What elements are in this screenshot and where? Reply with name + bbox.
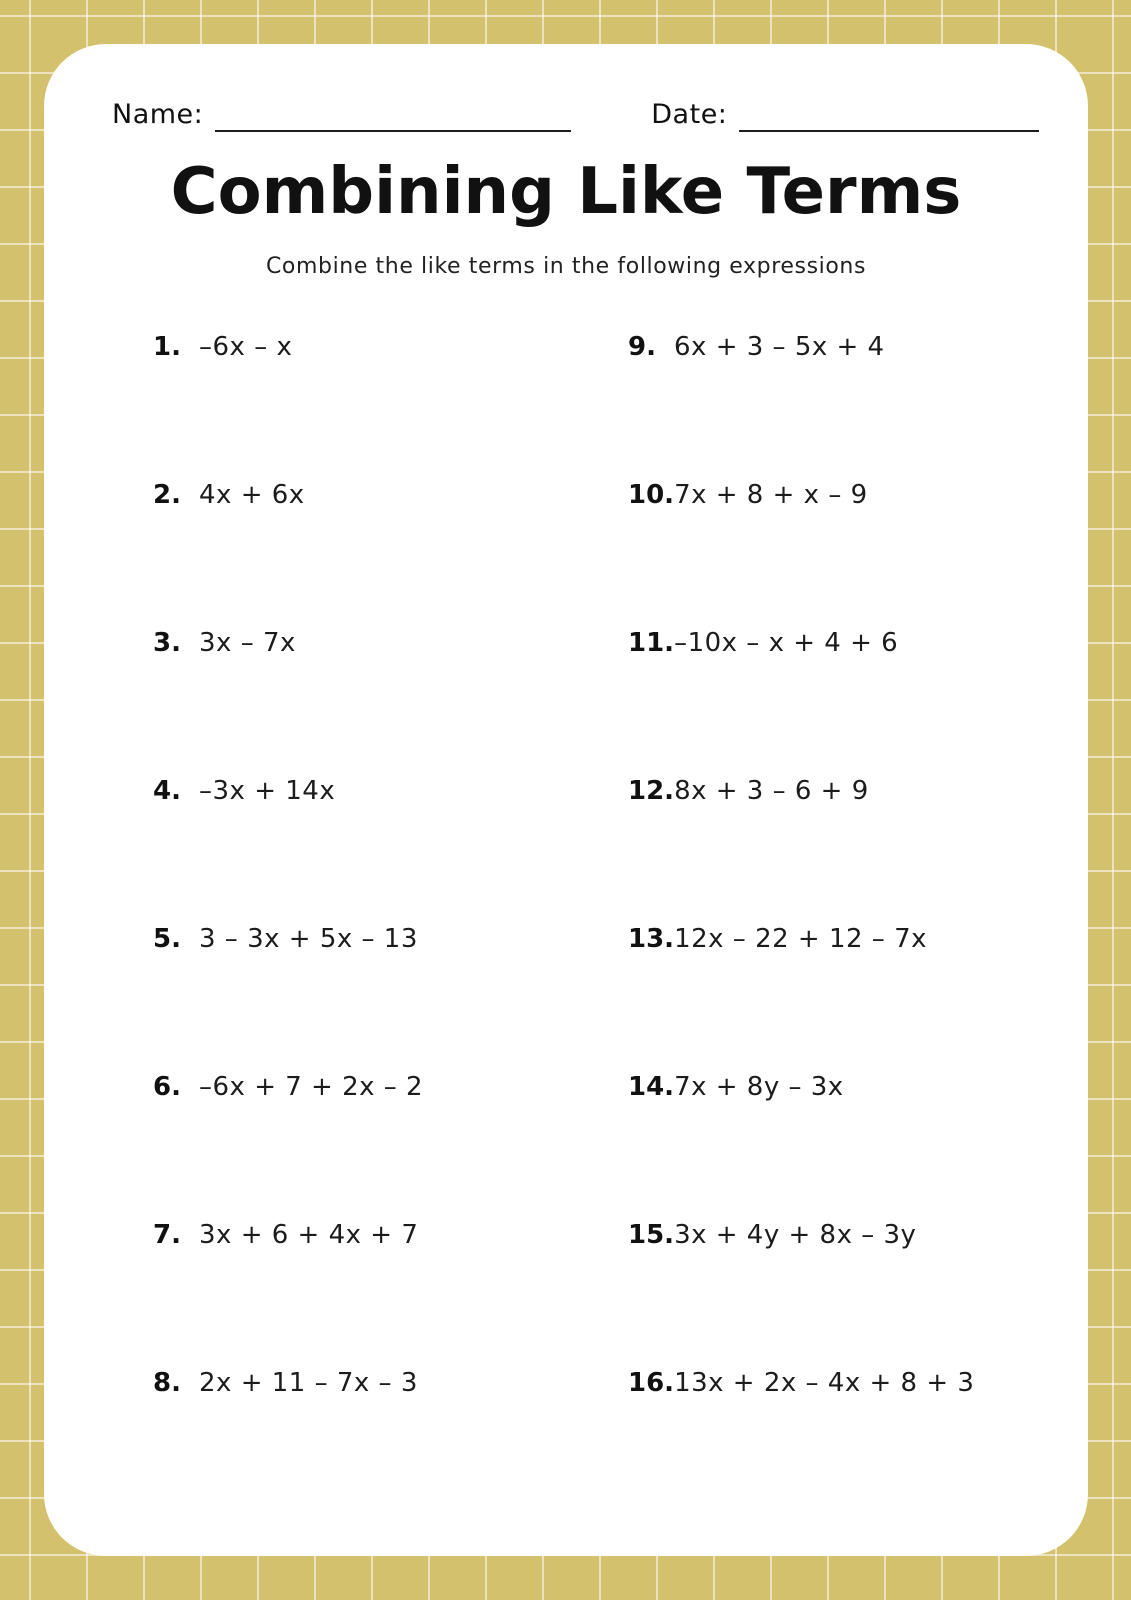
problem-number: 6. [153,1072,181,1102]
problem-number: 3. [153,628,181,658]
problem-expression: 12x – 22 + 12 – 7x [674,924,928,954]
name-label: Name: [112,99,204,130]
problem-expression: –10x – x + 4 + 6 [674,628,899,658]
problem-item-14 [628,1072,1068,1220]
problem-item-10 [628,480,1068,628]
problem-expression: 7x + 8 + x – 9 [674,480,868,510]
problem-item-8 [153,1368,628,1516]
problem-item-9 [628,332,1068,480]
header-row [112,98,1018,132]
problem-item-15 [628,1220,1068,1368]
problem-number: 5. [153,924,181,954]
problem-number: 2. [153,480,181,510]
date-field [651,98,1039,132]
problem-number: 13. [628,924,675,954]
problem-item-7 [153,1220,628,1368]
problem-item-3 [153,628,628,776]
name-field [112,98,571,132]
problem-item-5 [153,924,628,1072]
problem-number: 9. [628,332,656,362]
problem-item-12 [628,776,1068,924]
problem-expression: 3 – 3x + 5x – 13 [199,924,418,954]
problem-expression: 4x + 6x [199,480,305,510]
problem-expression: 13x + 2x – 4x + 8 + 3 [674,1368,975,1398]
problem-number: 14. [628,1072,675,1102]
problem-expression: 7x + 8y – 3x [674,1072,844,1102]
problem-item-1 [153,332,628,480]
problem-number: 10. [628,480,675,510]
problem-expression: 2x + 11 – 7x – 3 [199,1368,418,1398]
problem-number: 7. [153,1220,181,1250]
problem-number: 12. [628,776,675,806]
problem-item-13 [628,924,1068,1072]
problem-expression: 3x + 4y + 8x – 3y [674,1220,917,1250]
problem-item-6 [153,1072,628,1220]
problem-number: 4. [153,776,181,806]
problem-expression: 6x + 3 – 5x + 4 [674,332,885,362]
date-blank-line[interactable] [739,102,1039,132]
problem-item-2 [153,480,628,628]
problem-item-4 [153,776,628,924]
date-label: Date: [651,99,728,130]
problem-expression: –3x + 14x [199,776,336,806]
page-subtitle: Combine the like terms in the following expressions [265,254,867,279]
problem-expression: –6x + 7 + 2x – 2 [199,1072,424,1102]
problem-number: 15. [628,1220,675,1250]
problem-expression: 3x – 7x [199,628,296,658]
problem-number: 11. [628,628,675,658]
name-blank-line[interactable] [215,102,571,132]
page-title: Combining Like Terms [170,155,962,229]
worksheet-card [44,44,1088,1556]
problem-item-11 [628,628,1068,776]
problem-number: 16. [628,1368,675,1398]
problem-number: 1. [153,332,181,362]
problem-expression: 8x + 3 – 6 + 9 [674,776,869,806]
problem-expression: –6x – x [199,332,293,362]
problem-expression: 3x + 6 + 4x + 7 [199,1220,419,1250]
problems-grid [153,332,1068,1516]
problem-item-16 [628,1368,1068,1516]
problem-number: 8. [153,1368,181,1398]
